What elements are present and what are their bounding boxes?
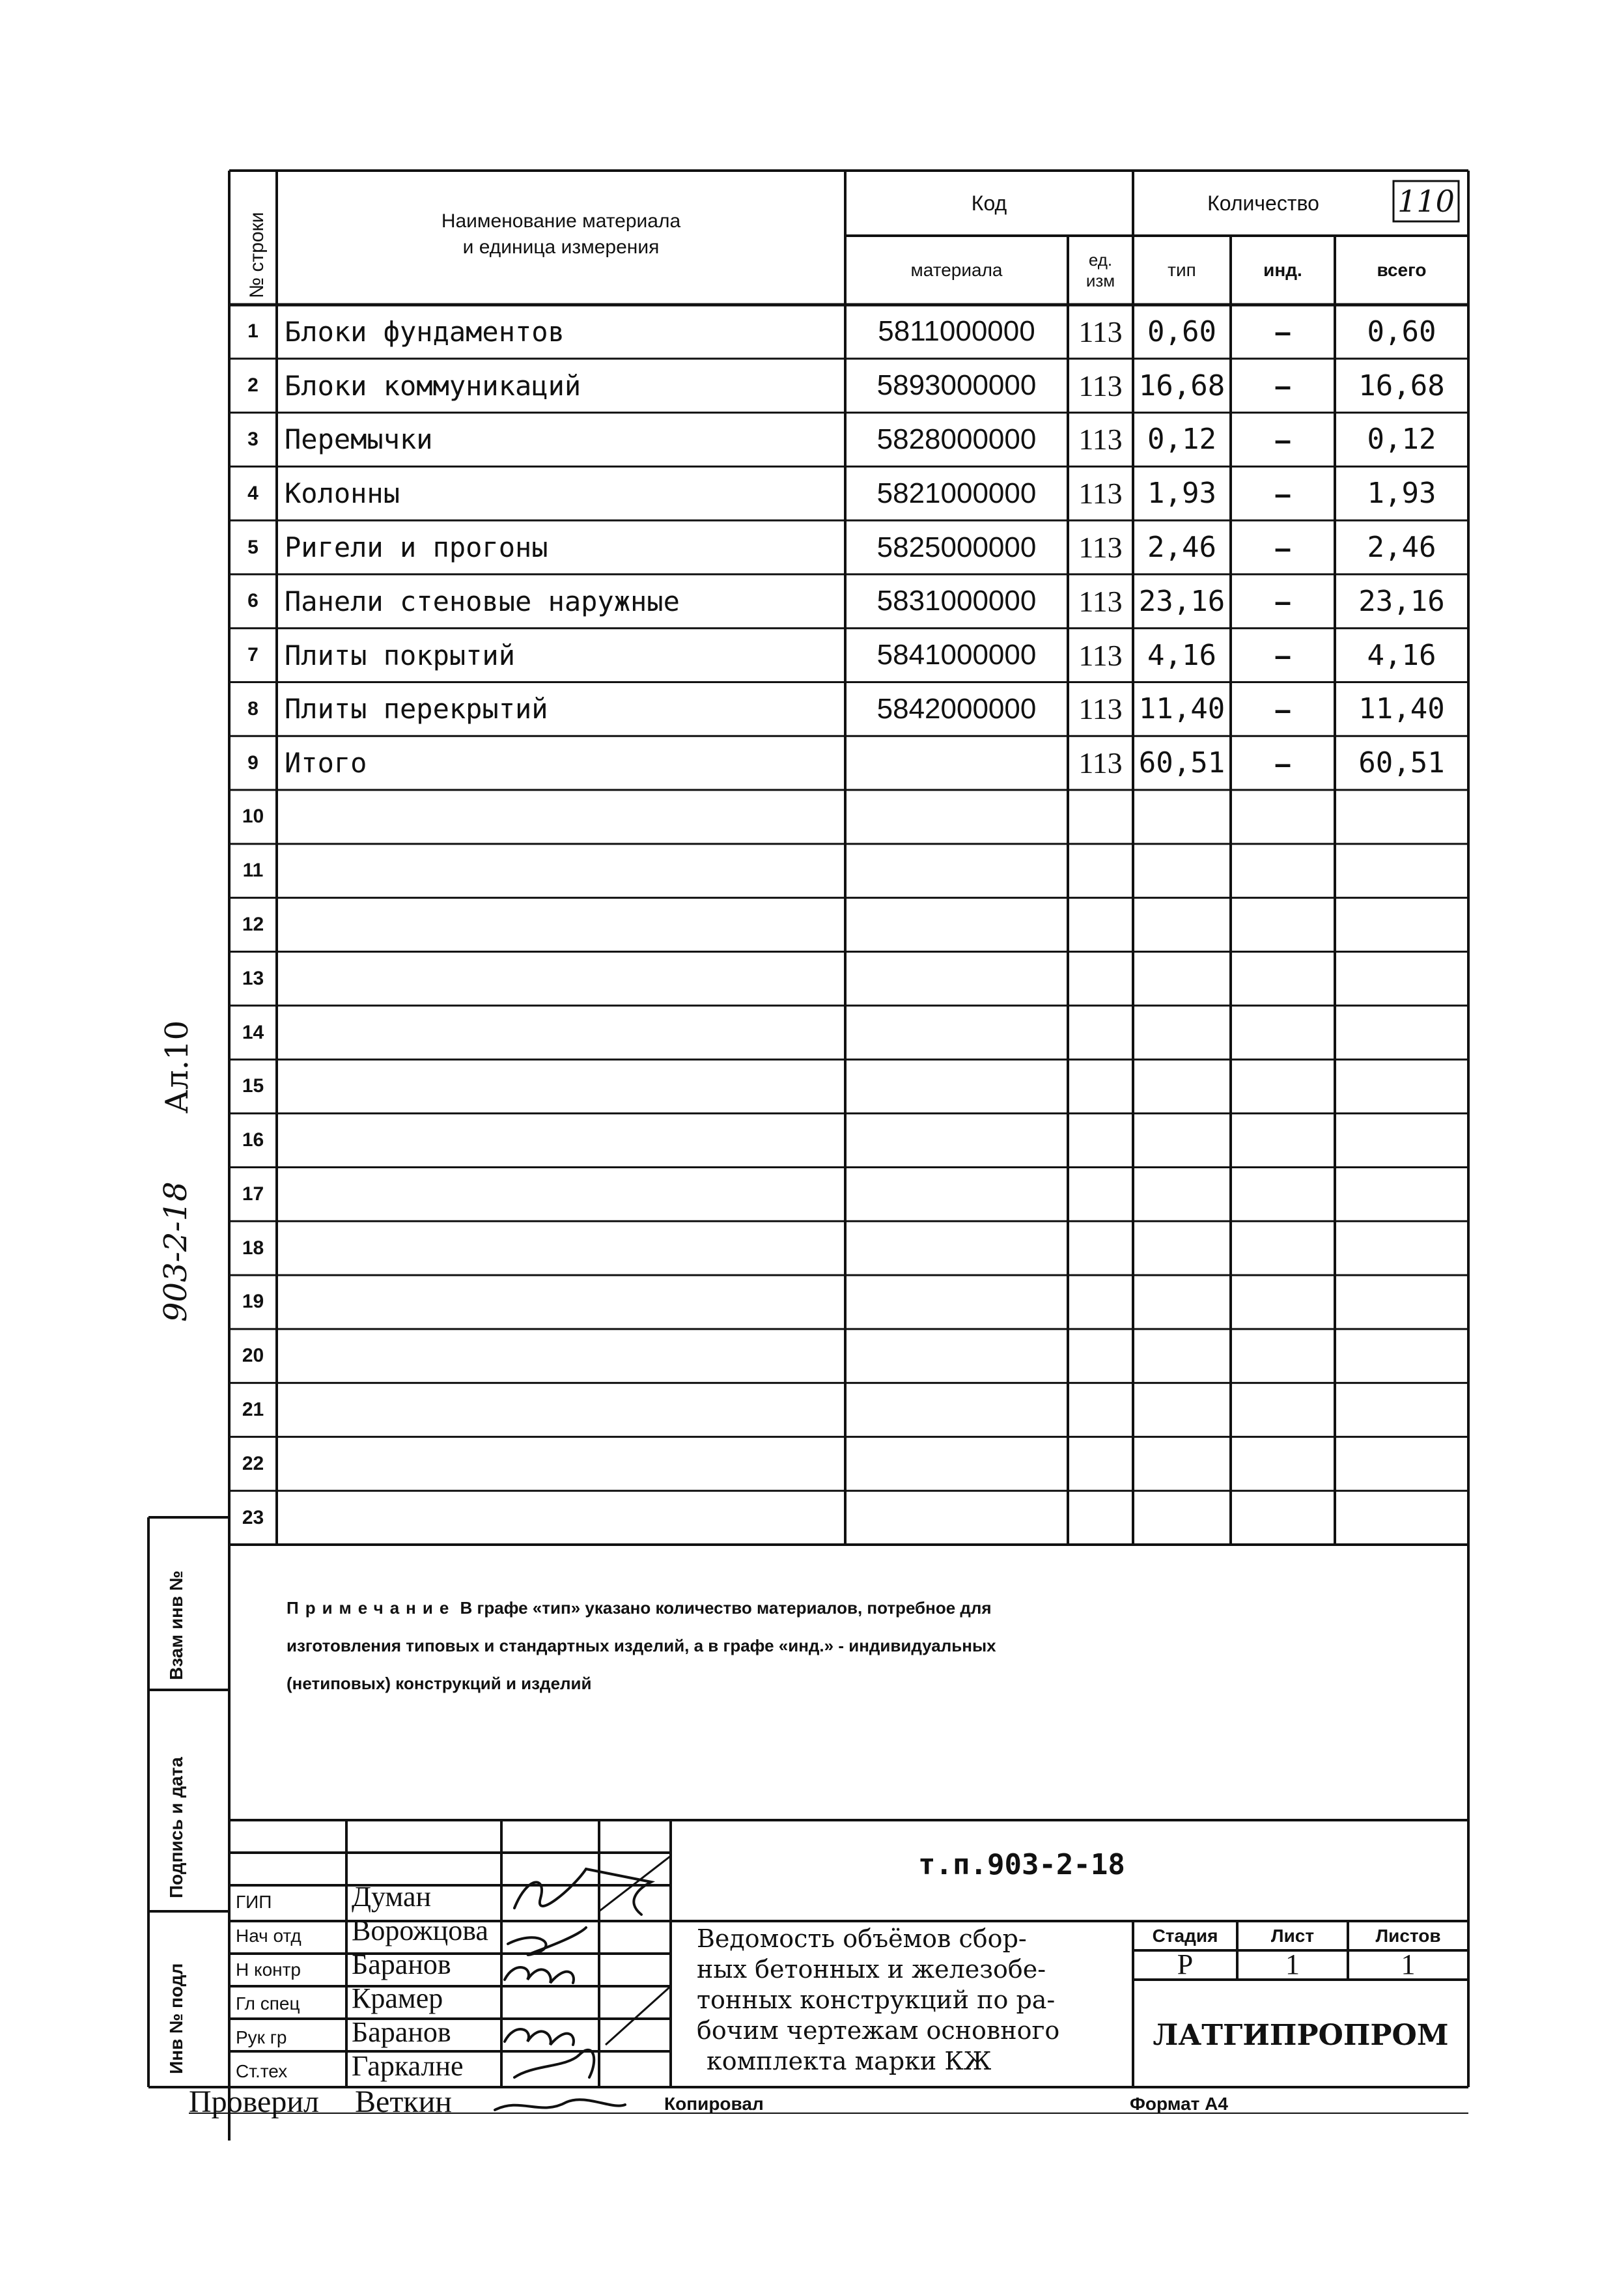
quantity-ind: – — [1274, 638, 1291, 673]
material-code: 5821000000 — [876, 477, 1037, 509]
quantity-typ — [1133, 951, 1231, 1005]
material-name: Панели стеновые наружные — [285, 585, 680, 617]
unit-code — [1068, 1491, 1133, 1545]
row-number: 14 — [242, 1021, 264, 1043]
quantity-ind: – — [1274, 422, 1291, 456]
row-number: 22 — [242, 1452, 264, 1474]
unit-header-line1: ед. — [1088, 250, 1113, 270]
sheets-value: 1 — [1401, 1948, 1416, 1980]
quantity-ind — [1231, 1491, 1335, 1545]
quantity-ind — [1231, 898, 1335, 952]
material-name — [277, 1114, 845, 1168]
unit-header — [1068, 236, 1133, 305]
material-code — [845, 1383, 1068, 1437]
title-role: Н контр — [236, 1959, 301, 1980]
side-vzam: Взам инв № — [166, 1570, 186, 1680]
row-number: 19 — [242, 1291, 264, 1313]
row-number: 10 — [242, 806, 264, 828]
material-code: 5831000000 — [876, 585, 1037, 617]
stage-value: Р — [1177, 1948, 1194, 1980]
description-line: ных бетонных и железобе- — [697, 1955, 1046, 1984]
material-code: 5825000000 — [876, 531, 1037, 563]
material-name: Блоки фундаментов — [285, 315, 565, 348]
unit-code — [1068, 1275, 1133, 1329]
material-name: Колонны — [285, 477, 400, 510]
description-line: бочим чертежам основного — [697, 2016, 1060, 2045]
note-line2: изготовления типовых и стандартных изделий, а в графе «инд.» - индивидуальных — [287, 1636, 996, 1655]
row-number: 20 — [242, 1345, 264, 1367]
material-code — [845, 1437, 1068, 1491]
quantity-header: Количество — [1207, 191, 1319, 215]
quantity-ind — [1231, 1221, 1335, 1275]
stage-label: Стадия — [1152, 1925, 1218, 1946]
material-code: 5893000000 — [876, 369, 1037, 402]
row-number: 17 — [242, 1183, 264, 1205]
material-name: Блоки коммуникаций — [285, 369, 581, 402]
quantity-ind — [1231, 1114, 1335, 1168]
title-role: Нач отд — [236, 1926, 301, 1946]
quantity-total: 1,93 — [1367, 477, 1436, 511]
name-header-line2: и единица измерения — [462, 236, 660, 258]
quantity-typ: 23,16 — [1138, 584, 1225, 618]
quantity-ind — [1231, 1329, 1335, 1383]
quantity-ind: – — [1274, 746, 1291, 780]
note-label: Примечание — [287, 1598, 456, 1618]
quantity-total — [1335, 1437, 1468, 1491]
unit-code — [1068, 1005, 1133, 1060]
quantity-total: 11,40 — [1358, 692, 1445, 726]
quantity-typ — [1133, 1329, 1231, 1383]
material-code — [845, 898, 1068, 952]
note-line3: (нетиповых) конструкций и изделий — [287, 1674, 592, 1693]
note-text1: В графе «тип» указано количество материалов, потребное для — [460, 1598, 992, 1618]
row-number: 21 — [242, 1399, 264, 1421]
quantity-total — [1335, 951, 1468, 1005]
material-name — [277, 790, 845, 844]
sheet-label: Лист — [1270, 1925, 1315, 1946]
quantity-total: 23,16 — [1358, 584, 1445, 618]
note — [287, 1589, 996, 1702]
quantity-typ — [1133, 1437, 1231, 1491]
side-inv-podl: Инв № подл — [166, 1963, 186, 2074]
material-name: Итого — [285, 747, 367, 779]
quantity-typ: 0,12 — [1147, 423, 1216, 456]
unit-code: 113 — [1078, 369, 1123, 402]
quantity-typ: 16,68 — [1138, 369, 1225, 402]
quantity-ind: – — [1274, 476, 1291, 511]
quantity-typ: 11,40 — [1138, 692, 1225, 726]
material-name — [277, 1168, 845, 1222]
material-name: Ригели и прогоны — [285, 531, 548, 564]
quantity-typ — [1133, 790, 1231, 844]
row-number: 2 — [247, 374, 259, 397]
row-number: 6 — [247, 590, 259, 612]
material-code — [845, 736, 1068, 790]
unit-code: 113 — [1078, 477, 1123, 511]
unit-code — [1068, 844, 1133, 898]
quantity-typ — [1133, 1221, 1231, 1275]
row-number: 16 — [242, 1129, 264, 1151]
quantity-total: 0,60 — [1367, 315, 1436, 348]
title-role: ГИП — [236, 1892, 272, 1912]
quantity-typ — [1133, 1491, 1231, 1545]
quantity-ind — [1231, 1275, 1335, 1329]
row-number: 18 — [242, 1237, 264, 1259]
quantity-ind — [1231, 951, 1335, 1005]
quantity-typ — [1133, 1383, 1231, 1437]
title-surname: Баранов — [352, 2016, 451, 2048]
material-name — [277, 1329, 845, 1383]
copied-label: Копировал — [664, 2094, 764, 2114]
unit-code: 113 — [1078, 584, 1123, 618]
quantity-ind — [1231, 1437, 1335, 1491]
name-header — [277, 202, 845, 267]
row-number: 9 — [247, 751, 259, 774]
material-code: 5842000000 — [876, 692, 1037, 725]
name-header-line1: Наименование материала — [441, 210, 681, 232]
material-name — [277, 898, 845, 952]
description-line: тонных конструкций по ра- — [697, 1986, 1056, 2014]
title-surname: Баранов — [352, 1948, 451, 1980]
quantity-typ: 60,51 — [1138, 746, 1225, 780]
typ-header: тип — [1168, 260, 1196, 280]
quantity-typ — [1133, 1060, 1231, 1114]
quantity-ind — [1231, 1168, 1335, 1222]
unit-code — [1068, 1221, 1133, 1275]
description-line: комплекта марки КЖ — [707, 2047, 992, 2075]
quantity-typ: 4,16 — [1147, 638, 1216, 672]
unit-code — [1068, 1114, 1133, 1168]
unit-code — [1068, 790, 1133, 844]
material-name: Плиты покрытий — [285, 639, 516, 671]
row-number: 3 — [247, 428, 259, 450]
material-code — [845, 844, 1068, 898]
material-code — [845, 951, 1068, 1005]
row-number: 12 — [242, 913, 264, 935]
code-header: Код — [971, 191, 1007, 215]
row-number: 23 — [242, 1506, 264, 1528]
material-header: материала — [910, 260, 1003, 280]
quantity-total — [1335, 1329, 1468, 1383]
quantity-ind: – — [1274, 369, 1291, 403]
title-role: Рук гр — [236, 2027, 287, 2047]
quantity-ind — [1231, 1005, 1335, 1060]
unit-code — [1068, 898, 1133, 952]
row-number: 4 — [247, 482, 259, 504]
quantity-total: 2,46 — [1367, 531, 1436, 565]
quantity-ind: – — [1274, 530, 1291, 565]
material-code — [845, 1060, 1068, 1114]
unit-code: 113 — [1078, 746, 1123, 780]
quantity-ind — [1231, 844, 1335, 898]
side-podpis: Подпись и дата — [166, 1757, 186, 1898]
material-code — [845, 1329, 1068, 1383]
row-number: 1 — [247, 320, 259, 343]
quantity-typ: 0,60 — [1147, 315, 1216, 348]
material-code — [845, 1114, 1068, 1168]
unit-code — [1068, 1437, 1133, 1491]
quantity-typ — [1133, 1168, 1231, 1222]
quantity-total — [1335, 1221, 1468, 1275]
quantity-total — [1335, 1060, 1468, 1114]
quantity-total — [1335, 1491, 1468, 1545]
quantity-total — [1335, 1168, 1468, 1222]
title-surname: Ворожцова — [352, 1915, 488, 1946]
unit-code — [1068, 1329, 1133, 1383]
title-surname: Думан — [352, 1881, 432, 1913]
material-code — [845, 1221, 1068, 1275]
unit-code: 113 — [1078, 531, 1123, 565]
quantity-ind: – — [1274, 584, 1291, 619]
unit-header-line2: изм — [1085, 271, 1115, 290]
material-code: 5828000000 — [876, 423, 1037, 455]
quantity-total — [1335, 1275, 1468, 1329]
quantity-ind: – — [1274, 692, 1291, 726]
quantity-total: 60,51 — [1358, 746, 1445, 780]
sheets-label: Листов — [1375, 1925, 1441, 1946]
material-name — [277, 1221, 845, 1275]
row-number: 8 — [247, 697, 259, 720]
quantity-ind: – — [1274, 315, 1291, 349]
material-code — [845, 790, 1068, 844]
checked-label: Проверил — [189, 2085, 319, 2119]
quantity-typ — [1133, 898, 1231, 952]
quantity-typ — [1133, 1114, 1231, 1168]
note-line1 — [287, 1589, 996, 1627]
quantity-typ — [1133, 1005, 1231, 1060]
quantity-total: 4,16 — [1367, 638, 1436, 672]
material-code — [845, 1491, 1068, 1545]
quantity-typ — [1133, 844, 1231, 898]
quantity-typ: 1,93 — [1147, 477, 1216, 511]
total-header: всего — [1377, 260, 1427, 280]
unit-code: 113 — [1078, 692, 1123, 726]
quantity-ind — [1231, 1060, 1335, 1114]
quantity-total — [1335, 1005, 1468, 1060]
title-role: Ст.тех — [236, 2061, 288, 2081]
row-number: 5 — [247, 536, 259, 558]
material-code — [845, 1168, 1068, 1222]
row-number-header: № строки — [246, 212, 268, 298]
material-code — [845, 1275, 1068, 1329]
material-name — [277, 951, 845, 1005]
quantity-typ: 2,46 — [1147, 531, 1216, 565]
material-name — [277, 1491, 845, 1545]
unit-code — [1068, 1060, 1133, 1114]
quantity-total: 16,68 — [1358, 369, 1445, 402]
organization: ЛАТГИПРОПРОМ — [1153, 2018, 1449, 2052]
material-code: 5841000000 — [876, 639, 1037, 671]
quantity-total: 0,12 — [1367, 423, 1436, 456]
material-code — [845, 1005, 1068, 1060]
material-name — [277, 1005, 845, 1060]
row-number: 11 — [242, 860, 264, 882]
row-number: 13 — [242, 967, 264, 989]
material-name — [277, 844, 845, 898]
quantity-typ — [1133, 1275, 1231, 1329]
description-line: Ведомость объёмов сбор- — [697, 1924, 1027, 1953]
unit-code — [1068, 1383, 1133, 1437]
quantity-total — [1335, 1114, 1468, 1168]
side-album: Ал.10 — [159, 1020, 195, 1114]
title-role: Гл спец — [236, 1993, 300, 2014]
quantity-total — [1335, 790, 1468, 844]
quantity-ind — [1231, 790, 1335, 844]
material-name — [277, 1383, 845, 1437]
material-code: 5811000000 — [878, 315, 1035, 348]
sheet-mark: 110 — [1397, 184, 1455, 219]
row-number: 15 — [242, 1075, 264, 1097]
material-name — [277, 1437, 845, 1491]
checked-name: Веткин — [355, 2085, 452, 2119]
unit-code — [1068, 951, 1133, 1005]
unit-code: 113 — [1078, 315, 1123, 348]
quantity-ind — [1231, 1383, 1335, 1437]
title-surname: Гаркалне — [352, 2050, 464, 2082]
title-surname: Крамер — [352, 1982, 443, 2014]
row-number: 7 — [247, 644, 259, 666]
side-doc-code: 903-2-18 — [158, 1181, 194, 1322]
quantity-total — [1335, 844, 1468, 898]
quantity-total — [1335, 898, 1468, 952]
format-label: Формат А4 — [1130, 2094, 1228, 2114]
project-code: т.п.903-2-18 — [918, 1848, 1125, 1881]
material-name: Перемычки — [285, 423, 433, 456]
ind-header: инд. — [1263, 260, 1302, 280]
sheet-value: 1 — [1285, 1948, 1300, 1980]
material-name: Плиты перекрытий — [285, 693, 548, 725]
unit-code: 113 — [1078, 423, 1123, 456]
material-name — [277, 1275, 845, 1329]
material-name — [277, 1060, 845, 1114]
unit-code — [1068, 1168, 1133, 1222]
quantity-total — [1335, 1383, 1468, 1437]
unit-code: 113 — [1078, 638, 1123, 672]
